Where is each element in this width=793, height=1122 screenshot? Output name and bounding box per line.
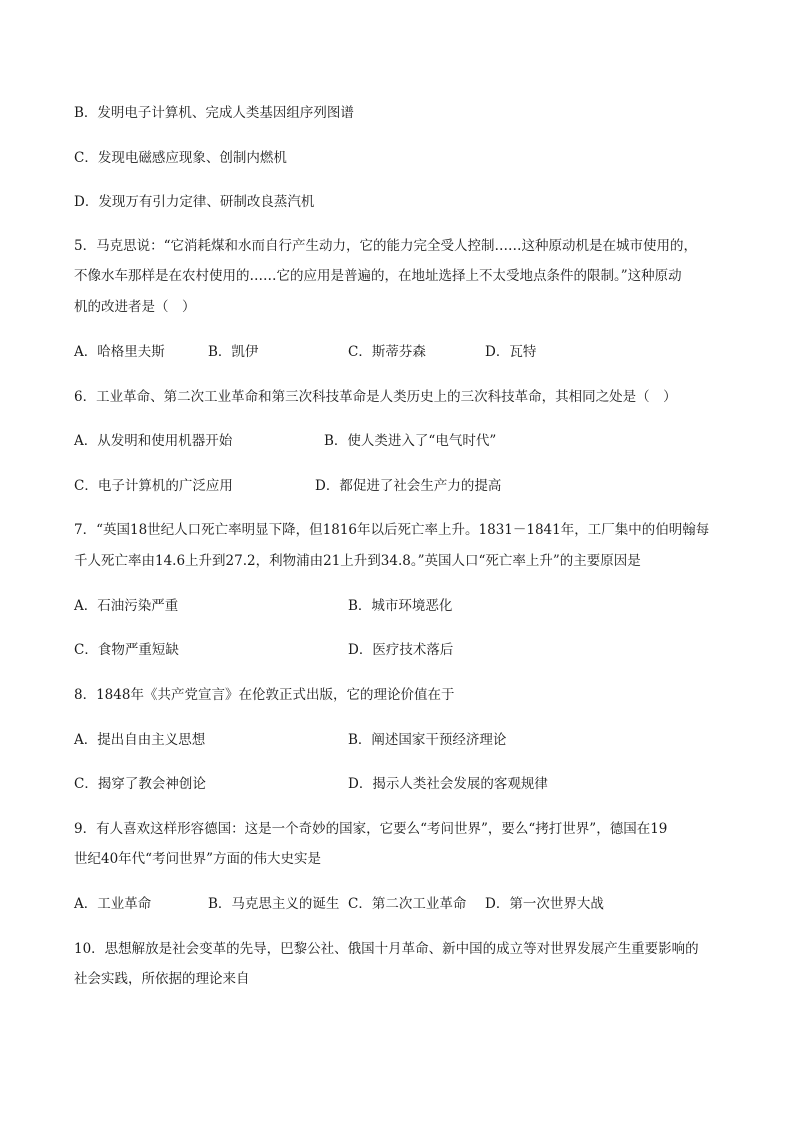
q7-option-a: A．石油污染严重 — [74, 598, 179, 614]
q8-option-a: A．提出自由主义思想 — [74, 732, 206, 748]
q8-options-row-1 — [74, 732, 734, 748]
q5-option-b: B．凯伊 — [208, 344, 259, 360]
q6-option-b: B．使人类进入了“电气时代” — [324, 433, 497, 449]
q9-option-c: C．第二次工业革命 — [348, 896, 467, 912]
q6-option-c: C．电子计算机的广泛应用 — [74, 478, 233, 494]
q4-option-c: C．发现电磁感应现象、创制内燃机 — [74, 150, 287, 166]
q8-option-b: B．阐述国家干预经济理论 — [348, 732, 507, 748]
q7-options-row-2 — [74, 642, 734, 658]
q6-option-d: D．都促进了社会生产力的提高 — [315, 478, 502, 494]
q7-option-c: C．食物严重短缺 — [74, 642, 179, 658]
q7-stem-line-1: 7．“英国18世纪人口死亡率明显下降，但1816年以后死亡率上升。1831－1841年，工厂集中的伯明翰每 — [74, 522, 710, 538]
q6-options-row-1 — [74, 433, 734, 449]
q5-option-a: A．哈格里夫斯 — [74, 344, 165, 360]
q8-option-d: D．揭示人类社会发展的客观规律 — [348, 776, 548, 792]
q9-stem-line-1: 9．有人喜欢这样形容德国：这是一个奇妙的国家，它要么“考问世界”，要么“拷打世界”，德国在19 — [74, 821, 668, 837]
q5-stem-line-1: 5．马克思说：“它消耗煤和水而自行产生动力，它的能力完全受人控制……这种原动机是在城市使用的， — [74, 238, 697, 254]
q9-option-d: D．第一次世界大战 — [485, 896, 604, 912]
q5-stem-line-3: 机的改进者是（ ） — [74, 299, 196, 315]
q4-option-d: D．发现万有引力定律、研制改良蒸汽机 — [74, 194, 315, 210]
q9-option-a: A．工业革命 — [74, 896, 152, 912]
q10-stem-line-2: 社会实践，所依据的理论来自 — [74, 971, 250, 987]
q9-option-b: B．马克思主义的诞生 — [208, 896, 340, 912]
q8-options-row-2 — [74, 776, 734, 792]
q6-option-a: A．从发明和使用机器开始 — [74, 433, 233, 449]
q6-stem-line-1: 6．工业革命、第二次工业革命和第三次科技革命是人类历史上的三次科技革命，其相同之处是（ ） — [74, 389, 677, 405]
q9-stem-line-2: 世纪40年代“考问世界”方面的伟大史实是 — [74, 851, 321, 867]
q7-stem-line-2: 千人死亡率由14.6上升到27.2，利物浦由21上升到34.8。”英国人口“死亡率上升”的主要原因是 — [74, 553, 641, 569]
q6-options-row-2 — [74, 478, 734, 494]
q8-option-c: C．揭穿了教会神创论 — [74, 776, 206, 792]
q5-options — [74, 344, 734, 360]
q9-options — [74, 896, 734, 912]
q5-stem-line-2: 不像水车那样是在农村使用的……它的应用是普遍的，在地址选择上不太受地点条件的限制。”这种原动 — [74, 268, 682, 284]
q5-option-d: D．瓦特 — [485, 344, 537, 360]
q7-options-row-1 — [74, 598, 734, 614]
q4-option-b: B．发明电子计算机、完成人类基因组序列图谱 — [74, 105, 354, 121]
q10-stem-line-1: 10．思想解放是社会变革的先导，巴黎公社、俄国十月革命、新中国的成立等对世界发展产生重要影响的 — [74, 941, 699, 957]
q7-option-d: D．医疗技术落后 — [348, 642, 454, 658]
q7-option-b: B．城市环境恶化 — [348, 598, 453, 614]
q8-stem-line-1: 8．1848年《共产党宣言》在伦敦正式出版，它的理论价值在于 — [74, 687, 455, 703]
q5-option-c: C．斯蒂芬森 — [348, 344, 426, 360]
